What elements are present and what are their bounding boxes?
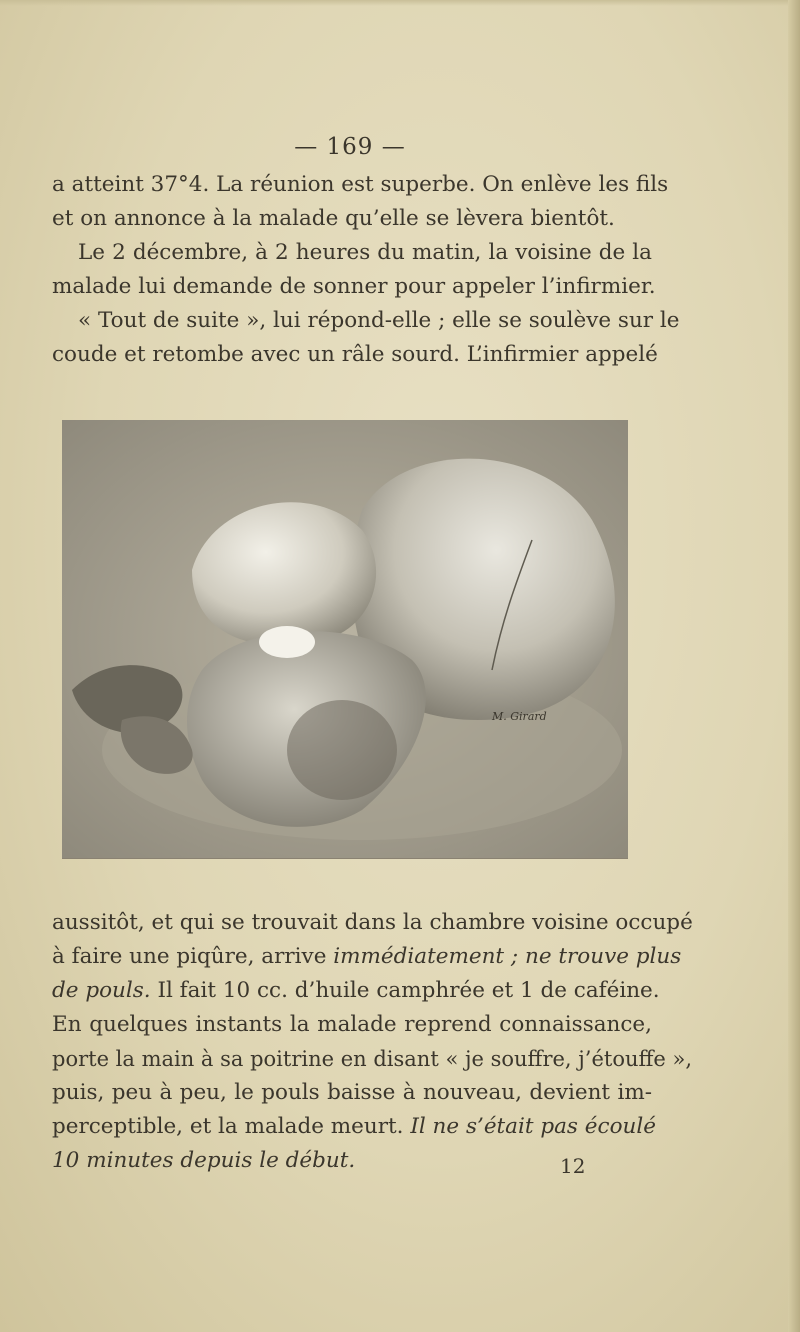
specimen-illustration xyxy=(62,420,628,858)
page-right-edge xyxy=(788,0,800,1332)
italic-run: immédiatement ; ne trouve plus xyxy=(333,944,682,969)
bottom-paragraphs xyxy=(52,906,693,1178)
italic-run: de pouls. xyxy=(52,978,151,1003)
page-number: — 169 — xyxy=(294,134,406,160)
engraver-signature: M. Girard xyxy=(492,710,547,723)
text-line: Le 2 décembre, à 2 heures du matin, la voisine de la xyxy=(78,240,652,265)
text-line: coude et retombe avec un râle sourd. L’infirmier appelé xyxy=(52,342,658,367)
text-line: En quelques instants la malade reprend connaissance, xyxy=(52,1012,652,1037)
text-run: perceptible, et la malade meurt. xyxy=(52,1114,411,1139)
text-line xyxy=(52,940,682,974)
text-line: « Tout de suite », lui répond-elle ; elle se soulève sur le xyxy=(78,308,680,333)
mottled-area xyxy=(287,700,397,800)
text-line: et on annonce à la malade qu’elle se lèvera bientôt. xyxy=(52,206,615,231)
highlight xyxy=(259,626,315,658)
text-line: aussitôt, et qui se trouvait dans la chambre voisine occupé xyxy=(52,910,693,935)
text-run: Il fait 10 cc. d’huile camphrée et 1 de caféine. xyxy=(150,978,660,1003)
signature-mark: 12 xyxy=(560,1154,586,1178)
text-line xyxy=(52,974,660,1008)
text-line: porte la main à sa poitrine en disant « je souffre, j’étouffe », xyxy=(52,1047,693,1071)
text-run: à faire une piqûre, arrive xyxy=(52,944,334,969)
italic-run: 10 minutes depuis le début. xyxy=(52,1148,356,1173)
text-line: a atteint 37°4. La réunion est superbe. On enlève les fils xyxy=(52,172,669,197)
text-line: puis, peu à peu, le pouls baisse à nouveau, devient im- xyxy=(52,1080,652,1105)
anatomical-figure xyxy=(62,420,628,859)
page-top-edge xyxy=(0,0,800,6)
top-paragraphs xyxy=(52,168,680,372)
text-line: malade lui demande de sonner pour appeler l’infirmier. xyxy=(52,274,656,299)
italic-run: Il ne s’était pas écoulé xyxy=(410,1114,656,1139)
text-line xyxy=(52,1110,656,1144)
